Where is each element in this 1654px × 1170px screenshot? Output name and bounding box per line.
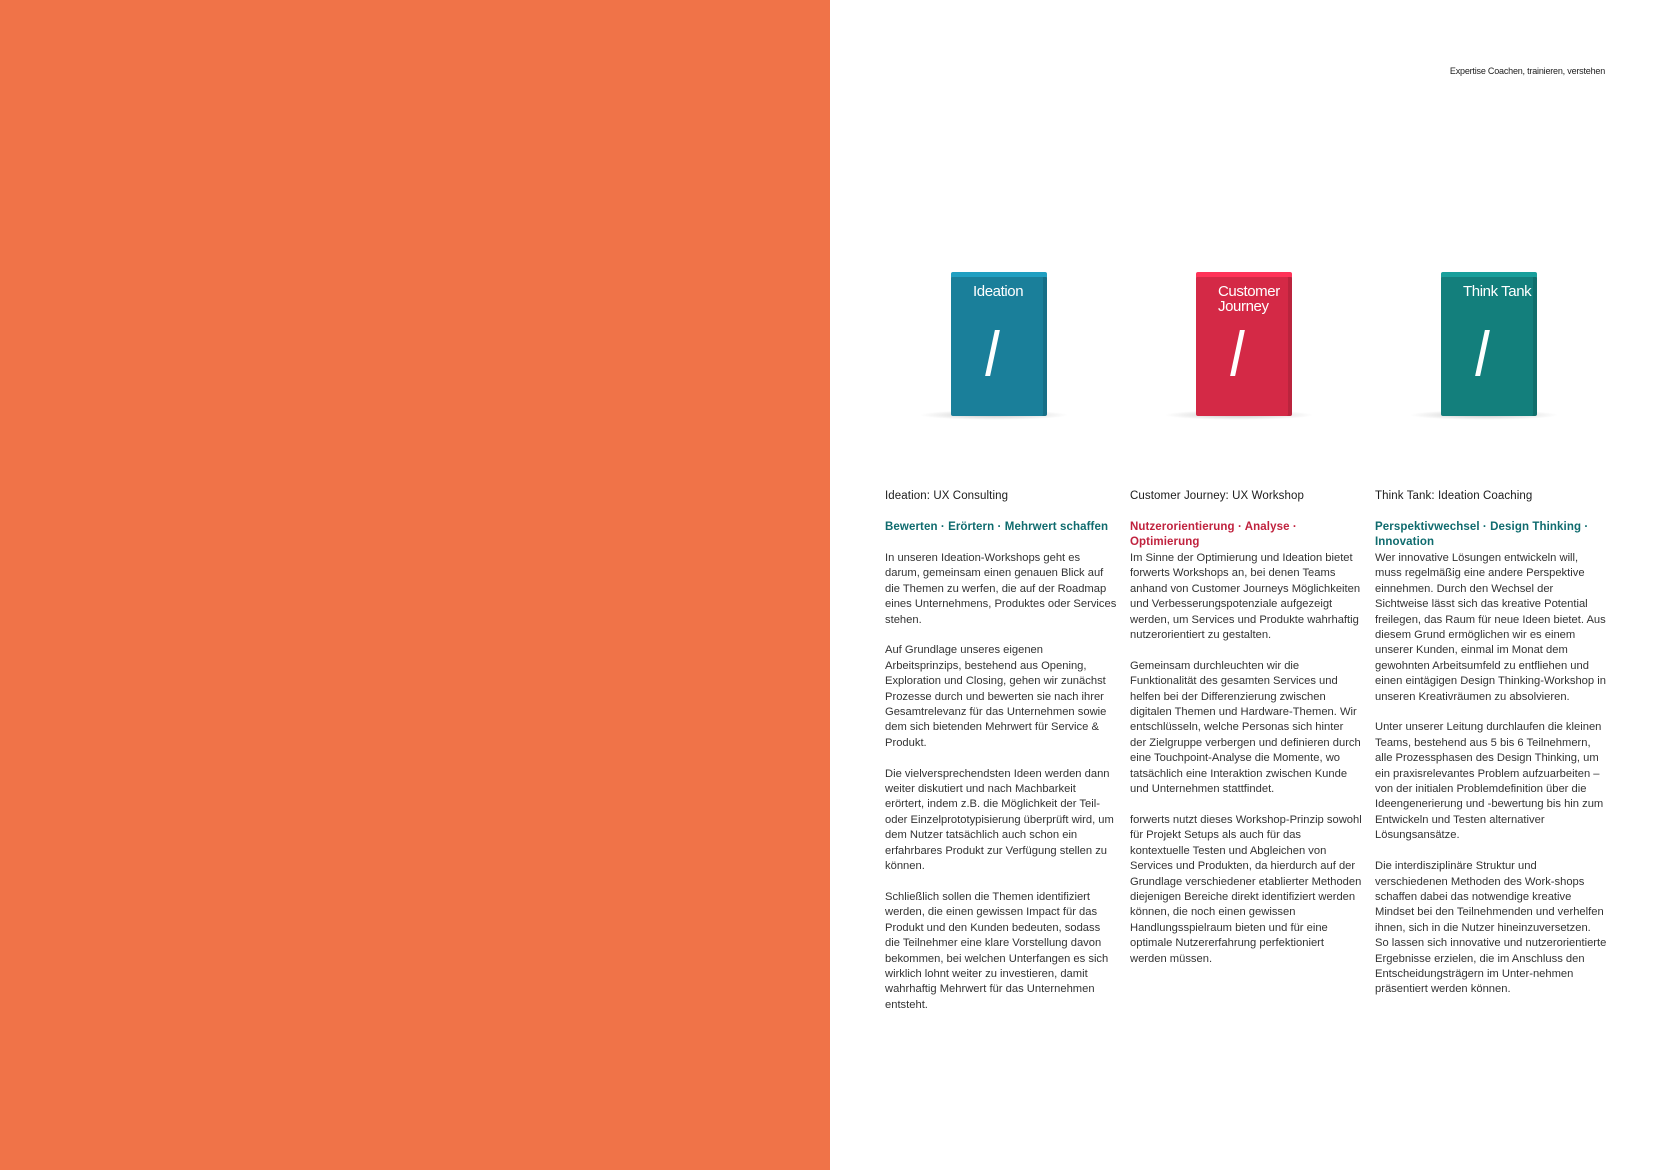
paragraph: forwerts nutzt dieses Workshop-Prinzip sowohl für Projekt Setups als auch für das kontextuelle Testen und Abgleichen von Services und Produkten, da hierdurch auf der Grundlage verschiedener etablierter Methoden diejenigen Bereiche direkt identifiziert werden können, die noch einen gewissen Handlungsspielraum bieten und für eine optimale Nutzererfahrung perfektioniert werden müssen. — [1130, 813, 1362, 965]
column-title: Think Tank: Ideation Coaching — [1375, 490, 1533, 502]
column-body — [885, 551, 1117, 1029]
column-title: Ideation: UX Consulting — [885, 490, 1009, 502]
box-label: Customer Journey — [1218, 283, 1280, 315]
paragraph: Auf Grundlage unseres eigenen Arbeitsprinzips, bestehend aus Opening, Exploration und Closing, gehen wir zunächst Prozesse durch und bewerten sie nach ihrer Gesamtrelevanz für das Unternehmen sowie dem sich bietenden Mehrwert für Service & Produkt. — [885, 644, 1107, 749]
column-body — [1375, 551, 1607, 1013]
column-body — [1130, 551, 1362, 982]
box-label: Ideation — [973, 283, 1024, 300]
paragraph: Wer innovative Lösungen entwickeln will, muss regelmäßig eine andere Perspektive einnehmen. Durch den Wechsel der Sichtweise lässt sich das kreative Potential freilegen, das Raum für neue Ideen bietet. Aus diesem Grund ermöglichen wir es einem unserer Kunden, einmal im Monat dem gewohnten Arbeitsumfeld zu entfliehen und einen eintägigen Design Thinking-Workshop in unseren Kreativräumen zu absolvieren. — [1375, 552, 1606, 703]
paragraph: Im Sinne der Optimierung und Ideation bietet forwerts Workshops an, bei denen Teams anhand von Customer Journeys Möglichkeiten und Verbesserungspotenziale aufgezeigt werden, um Services und Produkte wahrhaftig nutzerorientiert zu gestalten. — [1130, 552, 1361, 642]
column-subtitle: Bewerten · Erörtern · Mehrwert schaffen — [885, 521, 1109, 533]
paragraph: Unter unserer Leitung durchlaufen die kleinen Teams, bestehend aus 5 bis 6 Teilnehmern, alle Prozessphasen des Design Thinking, um ein praxisrelevantes Problem aufzuarbeiten – von der initialen Problemdefinition über die Ideengenerierung und -bewertung bis hin zum Entwickeln und Testen alternativer Lösungsansätze. — [1375, 721, 1604, 842]
box-label: Think Tank — [1463, 283, 1532, 300]
paragraph: Die vielversprechendsten Ideen werden dann weiter diskutiert und nach Machbarkeit erörtert, indem z.B. die Möglichkeit der Teil- oder Einzelprototypisierung überprüft wird, um dem Nutzer tatsächlich auch schon ein erfahrbares Produkt zur Verfügung stellen zu können. — [885, 767, 1114, 873]
paragraph: In unseren Ideation-Workshops geht es darum, gemeinsam einen genauen Blick auf die Themen zu werfen, die auf der Roadmap eines Unternehmens, Produktes oder Services stehen. — [885, 552, 1117, 626]
paragraph: Die interdisziplinäre Struktur und verschiedenen Methoden des Work-shops schaffen dabei das notwendige kreative Mindset bei den Teilnehmenden und verhelfen ihnen, sich in die Nutzer hineinzuversetzen. So lassen sich innovative und nutzerorientierte Ergebnisse erzielen, die im Anschluss den Entscheidungsträgern im Unter-nehmen präsentiert werden können. — [1375, 860, 1607, 996]
customer-journey-box-image — [1192, 272, 1302, 432]
ideation-box-image — [947, 272, 1057, 432]
think-tank-box-image — [1437, 272, 1547, 432]
column-subtitle: Nutzerorientierung · Analyse · Optimierung — [1130, 521, 1297, 549]
column-title: Customer Journey: UX Workshop — [1130, 490, 1304, 502]
column-subtitle: Perspektivwechsel · Design Thinking · Innovation — [1375, 521, 1589, 549]
paragraph: Schließlich sollen die Themen identifiziert werden, die einen gewissen Impact für das Produkt und den Kunden bedeuten, sodass die Teilnehmer eine klare Vorstellung davon bekommen, bei welchen Unterfangen es sich wirklich lohnt weiter zu investieren, damit wahrhaftig Mehrwert für das Unternehmen entsteht. — [885, 890, 1109, 1011]
page-header: Expertise Coachen, trainieren, verstehen — [1449, 66, 1605, 76]
paragraph: Gemeinsam durchleuchten wir die Funktionalität des gesamten Services und helfen bei der Differenzierung zwischen digitalen Themen und Hardware-Themen. Wir entschlüsseln, welche Personas sich hinter der Zielgruppe verbergen und definieren durch eine Touchpoint-Analyse die Momente, wo tatsächlich eine Interaktion zwischen Kunde und Unternehmen stattfindet. — [1130, 659, 1361, 796]
